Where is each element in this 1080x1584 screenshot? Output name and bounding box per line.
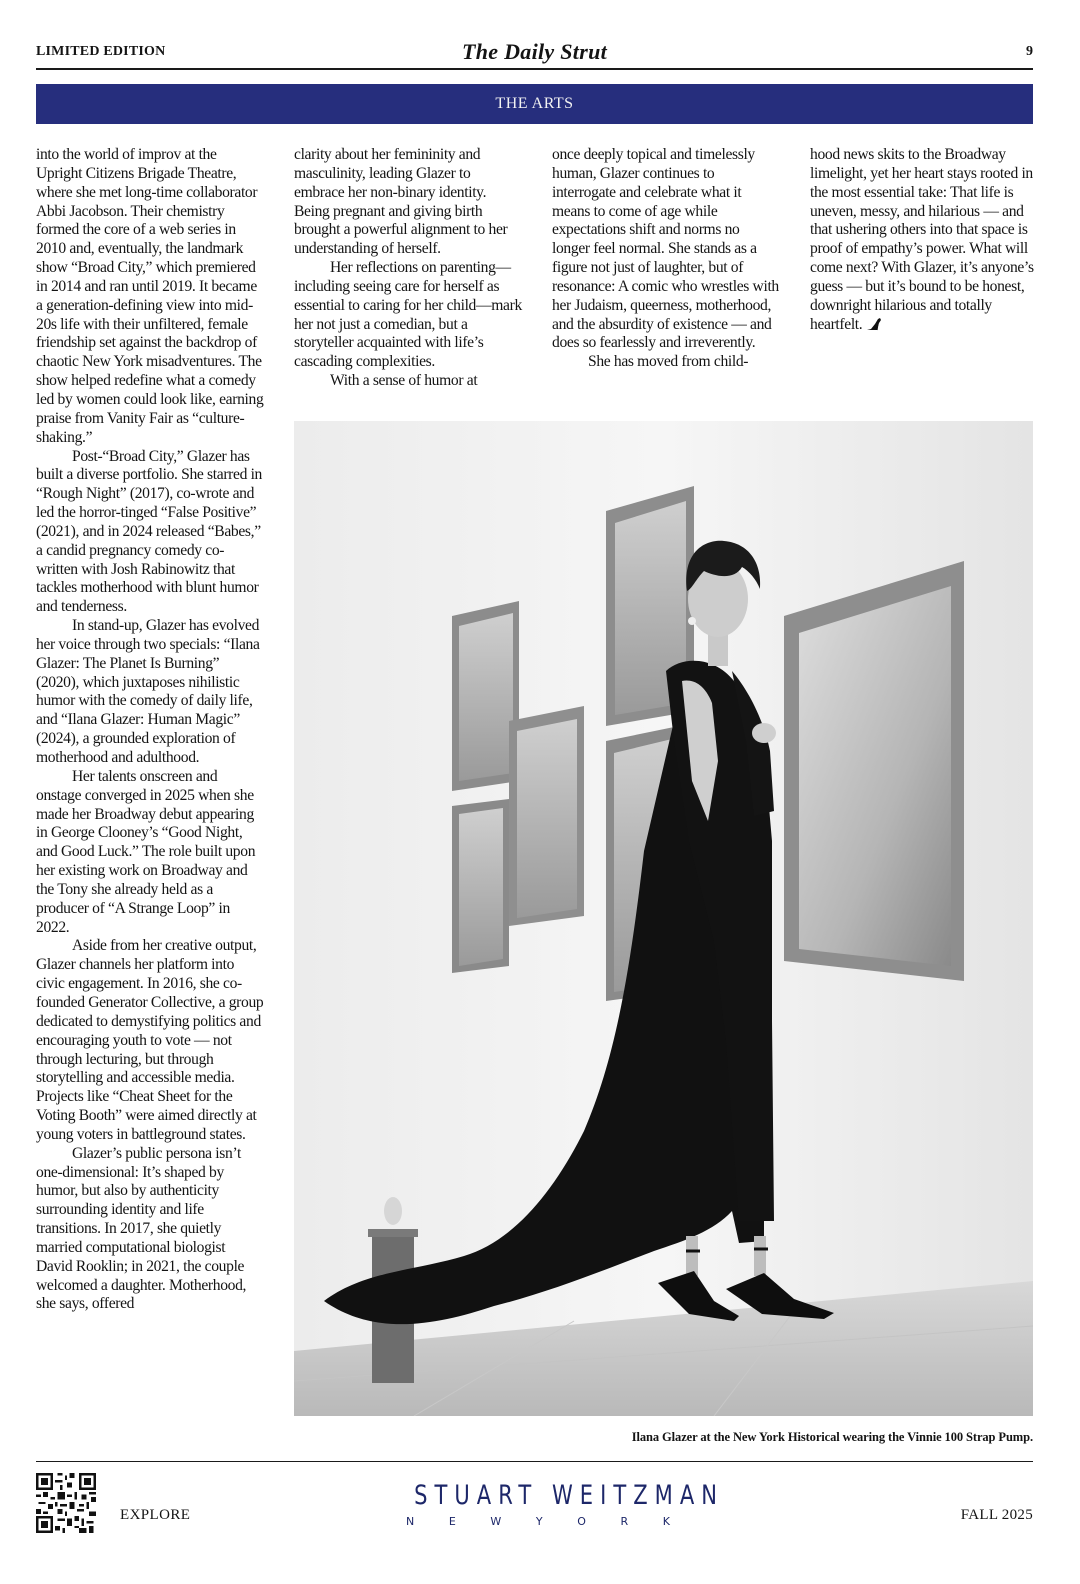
paragraph: Post-“Broad City,” Glazer has built a diverse portfolio. She starred in “Rough Night” (2017), co-wrote and led the horror-tinged “False Positive” (2021), and in 2024 released “Babes,” a candid pregnancy comedy co-written with Josh Rabinowitz that tackles motherhood with blunt humor and tenderness. [36,447,262,616]
masthead [36,40,1033,70]
brand-name: STUART WEITZMAN [414,1480,725,1511]
shoe-end-mark-icon [866,317,882,337]
article-column-4 [810,146,1038,336]
article-column-3 [552,146,780,372]
photo-caption: Ilana Glazer at the New York Historical wearing the Vinnie 100 Strap Pump. [631,1430,1033,1444]
brand-city-letter: N [406,1515,415,1528]
paragraph: once deeply topical and timelessly human, Glazer continues to interrogate and celebrate what it means to come of age while expectations shift and norms no longer feel normal. She stands as a figure not just of laughter, but of resonance: A comic who wrestles with her Judaism, queerness, motherhood, and the absurdity of existence — and does so fearlessly and irreverently. [552,146,779,352]
brand-city-letter: K [662,1515,670,1528]
feature-photo [294,421,1033,1416]
footer-divider [36,1461,1033,1462]
brand-city [380,1515,690,1528]
season-label: FALL 2025 [960,1507,1033,1523]
page-number: 9 [1026,44,1033,59]
paragraph: With a sense of humor at [330,372,478,390]
paragraph [810,146,1038,336]
article-column-1 [36,146,264,1314]
brand-city-letter: E [448,1515,456,1528]
publication-title: The Daily Strut [461,39,608,64]
section-banner: THE ARTS [36,84,1033,124]
paragraph: into the world of improv at the Upright Citizens Brigade Theatre, where she met long-time collaborator Abbi Jacobson. Their chemistry formed the core of a web series in 2010 and, eventually, the landmark show “Broad City,” which premiered in 2014 and ran until 2019. It became a generation-defining view into mid-20s life with their unfiltered, female friendship set against the backdrop of chaotic New York misadventures. The show helped redefine what a comedy led by women could look like, earning praise from Vanity Fair as “culture-shaking.” [36,146,264,446]
paragraph-text: hood news skits to the Broadway limelight, yet her heart stays rooted in the most essential take: That life is uneven, messy, and hilarious — and that ushering others into that space is proof of empathy’s power. What will come next? With Glazer, it’s anyone’s guess — but it’s bound to be honest, downright hilarious and totally heartfelt. [810,146,1034,333]
brand-logo [380,1480,725,1528]
brand-city-letter: Y [535,1515,543,1528]
article-column-2 [294,146,522,391]
paragraph: Her reflections on parenting—including seeing care for herself as essential to caring for her child—mark her not just a comedian, but a storyteller acquainted with life’s cascading complexities. [294,259,522,371]
qr-code-icon[interactable] [36,1473,96,1533]
edition-label: LIMITED EDITION [36,44,166,59]
paragraph: Glazer’s public persona isn’t one-dimensional: It’s shaped by humor, but also by authenticity surrounding identity and life transitions. In 2017, she quietly married computational biologist David Rooklin; in 2021, the couple welcomed a daughter. Motherhood, she says, offered [36,1144,247,1313]
brand-city-letter: W [490,1515,502,1528]
brand-city-letter: O [577,1515,586,1528]
explore-link[interactable]: EXPLORE [120,1507,191,1523]
paragraph: Aside from her creative output, Glazer channels her platform into civic engagement. In 2016, she co-founded Generator Collective, a group dedicated to demystifying politics and encouraging youth to vote — not through lecturing, but through storytelling and accessible media. Projects like “Cheat Sheet for the Voting Booth” were aimed directly at young voters in battleground states. [36,937,264,1143]
paragraph: In stand-up, Glazer has evolved her voice through two specials: “Ilana Glazer: The Planet Is Burning” (2020), which juxtaposes nihilistic humor with the comedy of daily life, and “Ilana Glazer: Human Magic” (2024), a grounded exploration of motherhood and adulthood. [36,617,260,766]
paragraph: clarity about her femininity and masculinity, leading Glazer to embrace her non-binary identity. Being pregnant and giving birth brought a powerful alignment to her understanding of herself. [294,146,508,258]
paragraph: She has moved from child- [588,353,749,371]
paragraph: Her talents onscreen and onstage converged in 2025 when she made her Broadway debut appearing in George Clooney’s “Good Night, and Good Luck.” The role built upon her existing work on Broadway and the Tony she already held as a producer of “A Strange Loop” in 2022. [36,767,256,936]
brand-city-letter: R [620,1515,629,1528]
